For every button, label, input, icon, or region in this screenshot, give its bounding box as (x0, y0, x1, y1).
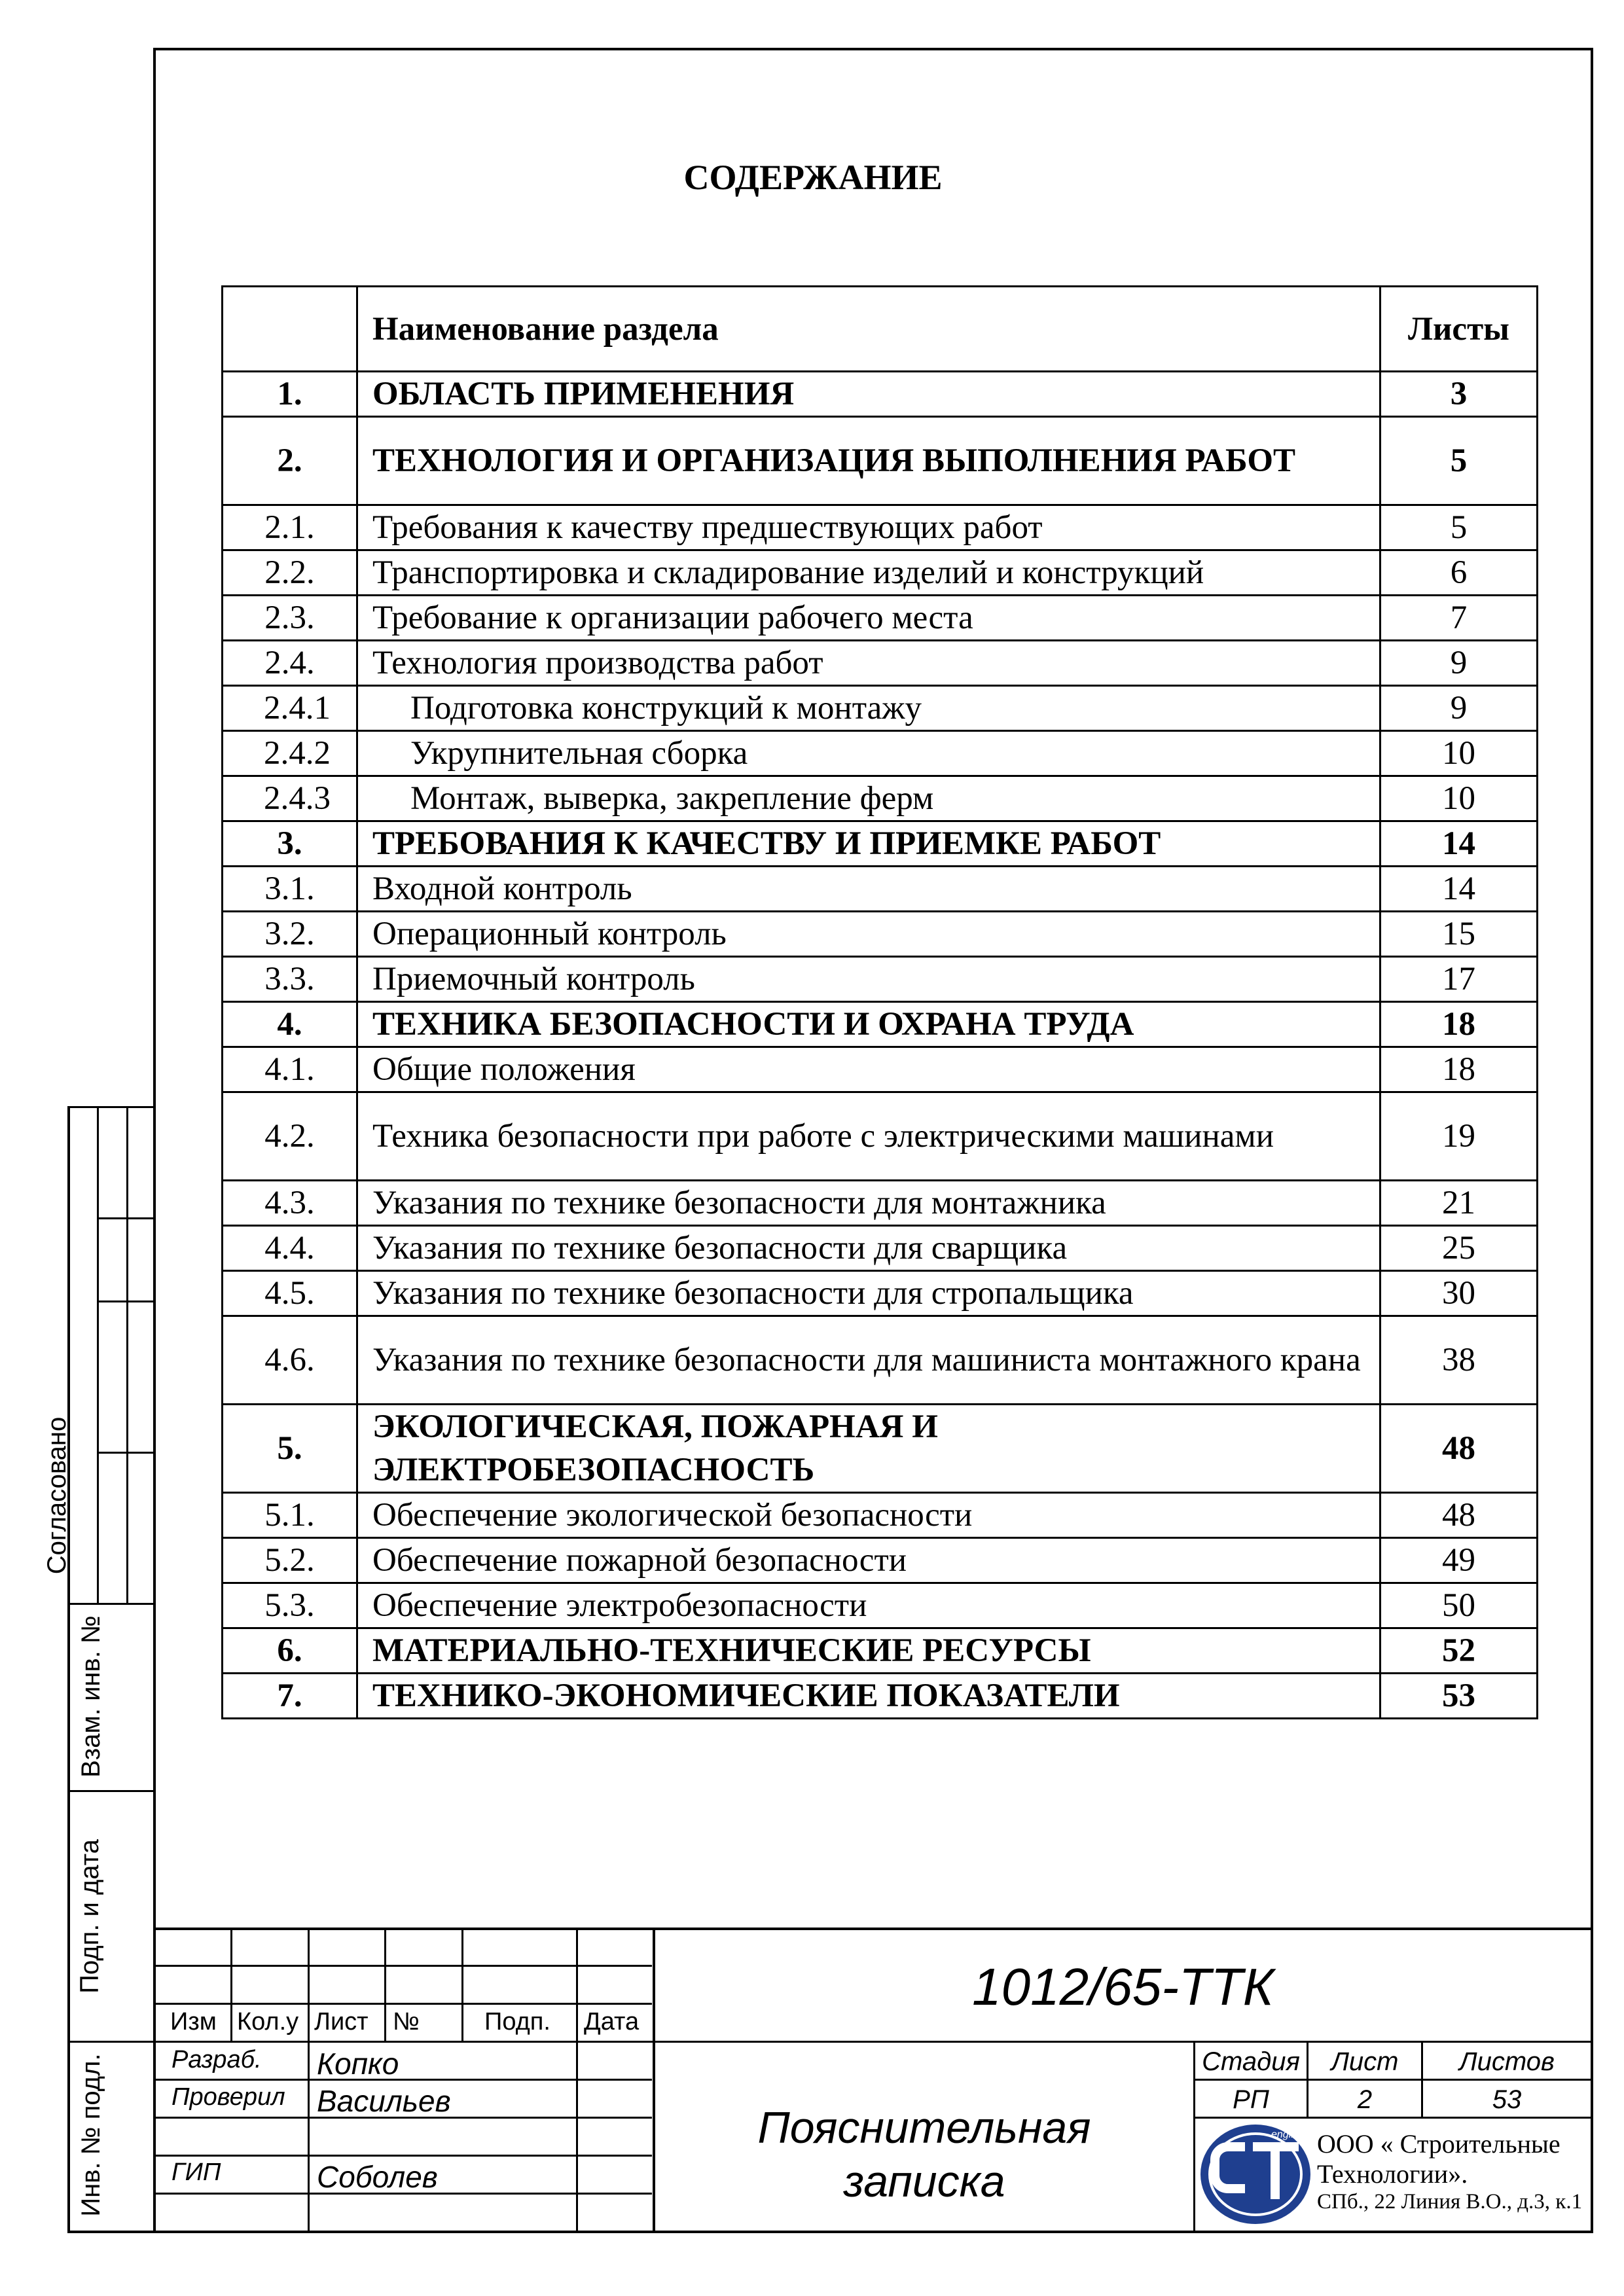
toc-row-number: 4.1. (223, 1047, 357, 1092)
col-kol: Кол.у (237, 2008, 299, 2036)
toc-row-page: 53 (1380, 1674, 1538, 1719)
tb-vline-names (308, 2041, 310, 2231)
toc-row-title: Указания по технике безопасности для машиниста монтажного крана (357, 1316, 1380, 1405)
toc-row-page: 14 (1380, 867, 1538, 912)
side-stamp-divider-1 (67, 1106, 156, 1108)
toc-row-number: 3. (223, 821, 357, 867)
toc-row-number: 6. (223, 1628, 357, 1674)
toc-row (223, 641, 1538, 686)
toc-row-number: 3.1. (223, 867, 357, 912)
toc-row-number: 4.4. (223, 1226, 357, 1271)
svg-text:engineering: engineering (1271, 2129, 1326, 2140)
toc-row (223, 731, 1538, 776)
company-name-line1: ООО « Строительные (1317, 2129, 1561, 2159)
toc-row (223, 686, 1538, 731)
role-gip: ГИП (171, 2159, 221, 2186)
toc-row-number: 4.5. (223, 1271, 357, 1316)
toc-row (223, 1583, 1538, 1628)
toc-row-number: 2.1. (223, 505, 357, 550)
toc-row (223, 1002, 1538, 1047)
tb-vline-3 (384, 1928, 386, 2043)
toc-row-title: Монтаж, выверка, закрепление ферм (357, 776, 1380, 821)
frame-right (1591, 48, 1593, 2233)
company-address: СПб., 22 Линия В.О., д.3, к.1 (1317, 2190, 1583, 2214)
side-stamp-hline-3 (97, 1452, 156, 1454)
toc-row (223, 372, 1538, 417)
name-developer: Копко (317, 2047, 399, 2081)
toc-header-name: Наименование раздела (357, 287, 1380, 372)
toc-row-title: Транспортировка и складирование изделий и конструкций (357, 550, 1380, 596)
toc-row-title: Указания по технике безопасности для стропальщика (357, 1271, 1380, 1316)
toc-row-title: Требование к организации рабочего места (357, 596, 1380, 641)
side-stamp-hline-1 (97, 1217, 156, 1219)
toc-row-page: 6 (1380, 550, 1538, 596)
toc-row-title: ТЕХНОЛОГИЯ И ОРГАНИЗАЦИЯ ВЫПОЛНЕНИЯ РАБОТ (357, 417, 1380, 505)
toc-row-page: 10 (1380, 731, 1538, 776)
toc-row-title: Указания по технике безопасности для монтажника (357, 1181, 1380, 1226)
toc-row-number: 3.2. (223, 912, 357, 957)
toc-row (223, 912, 1538, 957)
toc-row-title: ТЕХНИКО-ЭКОНОМИЧЕСКИЕ ПОКАЗАТЕЛИ (357, 1674, 1380, 1719)
toc-row (223, 821, 1538, 867)
toc-row (223, 417, 1538, 505)
toc-row-number: 5. (223, 1405, 357, 1493)
toc-row (223, 550, 1538, 596)
toc-row-number: 2.2. (223, 550, 357, 596)
toc-row (223, 1493, 1538, 1538)
side-stamp-vline-b (126, 1106, 128, 1603)
toc-row-page: 48 (1380, 1405, 1538, 1493)
toc-row-title: Требования к качеству предшествующих работ (357, 505, 1380, 550)
tb-top (153, 1928, 1593, 1930)
toc-row-page: 52 (1380, 1628, 1538, 1674)
page-title: СОДЕРЖАНИЕ (683, 158, 943, 197)
toc-row-page: 7 (1380, 596, 1538, 641)
tb-right-hline-2 (1193, 2117, 1593, 2119)
toc-row-page: 5 (1380, 505, 1538, 550)
toc-row-number: 4. (223, 1002, 357, 1047)
toc-row-title: Технология производства работ (357, 641, 1380, 686)
doc-name-line2: записка (843, 2157, 1005, 2206)
toc-row-page: 9 (1380, 641, 1538, 686)
sheet-value: 2 (1357, 2085, 1373, 2114)
toc-row-number: 2. (223, 417, 357, 505)
toc-row-title: Обеспечение электробезопасности (357, 1583, 1380, 1628)
toc-row-page: 21 (1380, 1181, 1538, 1226)
toc-row (223, 596, 1538, 641)
col-izm: Изм (170, 2008, 217, 2036)
toc-row (223, 1405, 1538, 1493)
toc-row-number: 7. (223, 1674, 357, 1719)
toc-row (223, 505, 1538, 550)
toc-row-title: ТРЕБОВАНИЯ К КАЧЕСТВУ И ПРИЕМКЕ РАБОТ (357, 821, 1380, 867)
toc-row-page: 18 (1380, 1002, 1538, 1047)
sheet-label: Лист (1331, 2047, 1399, 2076)
toc-row-number: 3.3. (223, 957, 357, 1002)
toc-row-number: 4.6. (223, 1316, 357, 1405)
toc-row (223, 776, 1538, 821)
toc-row-title: ТЕХНИКА БЕЗОПАСНОСТИ И ОХРАНА ТРУДА (357, 1002, 1380, 1047)
toc-row-title: ЭКОЛОГИЧЕСКАЯ, ПОЖАРНАЯ И ЭЛЕКТРОБЕЗОПАСНОСТЬ (357, 1405, 1380, 1493)
toc-header-sheets: Листы (1380, 287, 1538, 372)
toc-row (223, 1226, 1538, 1271)
toc-row-title: Подготовка конструкций к монтажу (357, 686, 1380, 731)
company-name-line2: Технологии». (1317, 2159, 1468, 2189)
toc-row-title: Обеспечение экологической безопасности (357, 1493, 1380, 1538)
toc-row-page: 9 (1380, 686, 1538, 731)
toc-row-number: 1. (223, 372, 357, 417)
toc-row (223, 1538, 1538, 1583)
col-date: Дата (584, 2008, 640, 2036)
sheets-value: 53 (1492, 2085, 1522, 2114)
toc-table (221, 285, 1538, 1719)
toc-row-title: МАТЕРИАЛЬНО-ТЕХНИЧЕСКИЕ РЕСУРСЫ (357, 1628, 1380, 1674)
toc-row-page: 3 (1380, 372, 1538, 417)
toc-row (223, 1316, 1538, 1405)
tb-vline-1 (230, 1928, 232, 2043)
toc-row-title: Общие положения (357, 1047, 1380, 1092)
toc-row (223, 1674, 1538, 1719)
toc-row-number: 4.3. (223, 1181, 357, 1226)
toc-row-title: Указания по технике безопасности для сварщика (357, 1226, 1380, 1271)
toc-row-page: 17 (1380, 957, 1538, 1002)
toc-row-number: 5.2. (223, 1538, 357, 1583)
side-stamp-hline-2 (97, 1300, 156, 1302)
toc-row-title: Обеспечение пожарной безопасности (357, 1538, 1380, 1583)
role-checker: Проверил (171, 2083, 285, 2111)
col-sign: Подп. (484, 2008, 550, 2036)
tb-vline-5 (576, 1928, 578, 2231)
toc-row-page: 38 (1380, 1316, 1538, 1405)
toc-row (223, 867, 1538, 912)
toc-row-page: 14 (1380, 821, 1538, 867)
toc-row-page: 25 (1380, 1226, 1538, 1271)
side-replace-inv-label: Взам. инв. № (77, 1615, 105, 1778)
toc-row-number: 2.4.2 (223, 731, 357, 776)
toc-row-number: 2.4.1 (223, 686, 357, 731)
side-stamp-left (67, 1106, 70, 2233)
toc-row-page: 49 (1380, 1538, 1538, 1583)
frame-top (153, 48, 1593, 50)
tb-vline-4 (461, 1928, 463, 2043)
name-checker: Васильев (317, 2084, 451, 2118)
doc-code: 1012/65-ТТК (972, 1958, 1274, 2016)
tb-code-bottom (153, 2041, 1593, 2043)
toc-row-title: ОБЛАСТЬ ПРИМЕНЕНИЯ (357, 372, 1380, 417)
toc-row-page: 18 (1380, 1047, 1538, 1092)
tb-right-hline-1 (1193, 2079, 1593, 2081)
toc-row (223, 1181, 1538, 1226)
toc-row-number: 4.2. (223, 1092, 357, 1181)
toc-row (223, 1047, 1538, 1092)
toc-row-page: 19 (1380, 1092, 1538, 1181)
stage-label: Стадия (1202, 2047, 1300, 2076)
col-list: Лист (314, 2008, 369, 2036)
toc-row (223, 1271, 1538, 1316)
toc-row-page: 48 (1380, 1493, 1538, 1538)
toc-row-title: Приемочный контроль (357, 957, 1380, 1002)
toc-row-number: 2.4. (223, 641, 357, 686)
toc-header-row (223, 287, 1538, 372)
toc-row-page: 50 (1380, 1583, 1538, 1628)
side-agreed-label: Согласовано (43, 1416, 71, 1575)
name-gip: Соболев (317, 2160, 438, 2194)
toc-row-title: Укрупнительная сборка (357, 731, 1380, 776)
company-logo (1198, 2121, 1326, 2228)
frame-left (153, 48, 156, 2233)
side-sign-date-label: Подп. и дата (75, 1839, 104, 1994)
side-stamp-vline-a (97, 1106, 99, 1603)
stage-value: РП (1233, 2085, 1269, 2114)
sheets-label: Листов (1459, 2047, 1555, 2076)
toc-row-number: 2.3. (223, 596, 357, 641)
toc-row-number: 2.4.3 (223, 776, 357, 821)
toc-row-page: 30 (1380, 1271, 1538, 1316)
doc-name-line1: Пояснительная (757, 2103, 1091, 2153)
toc-row-title: Техника безопасности при работе с электрическими машинами (357, 1092, 1380, 1181)
frame-bottom (67, 2231, 1593, 2233)
toc-row-page: 5 (1380, 417, 1538, 505)
toc-row-number: 5.3. (223, 1583, 357, 1628)
toc-row-page: 10 (1380, 776, 1538, 821)
toc-row (223, 1092, 1538, 1181)
toc-row-title: Операционный контроль (357, 912, 1380, 957)
toc-row (223, 1628, 1538, 1674)
col-num: № (393, 2008, 420, 2036)
side-orig-inv-label: Инв. № подл. (77, 2053, 105, 2217)
toc-row-title: Входной контроль (357, 867, 1380, 912)
toc-row (223, 957, 1538, 1002)
toc-header-num (223, 287, 357, 372)
toc-row-page: 15 (1380, 912, 1538, 957)
role-developer: Разраб. (171, 2046, 262, 2073)
tb-vline-2 (308, 1928, 310, 2043)
toc-row-number: 5.1. (223, 1493, 357, 1538)
